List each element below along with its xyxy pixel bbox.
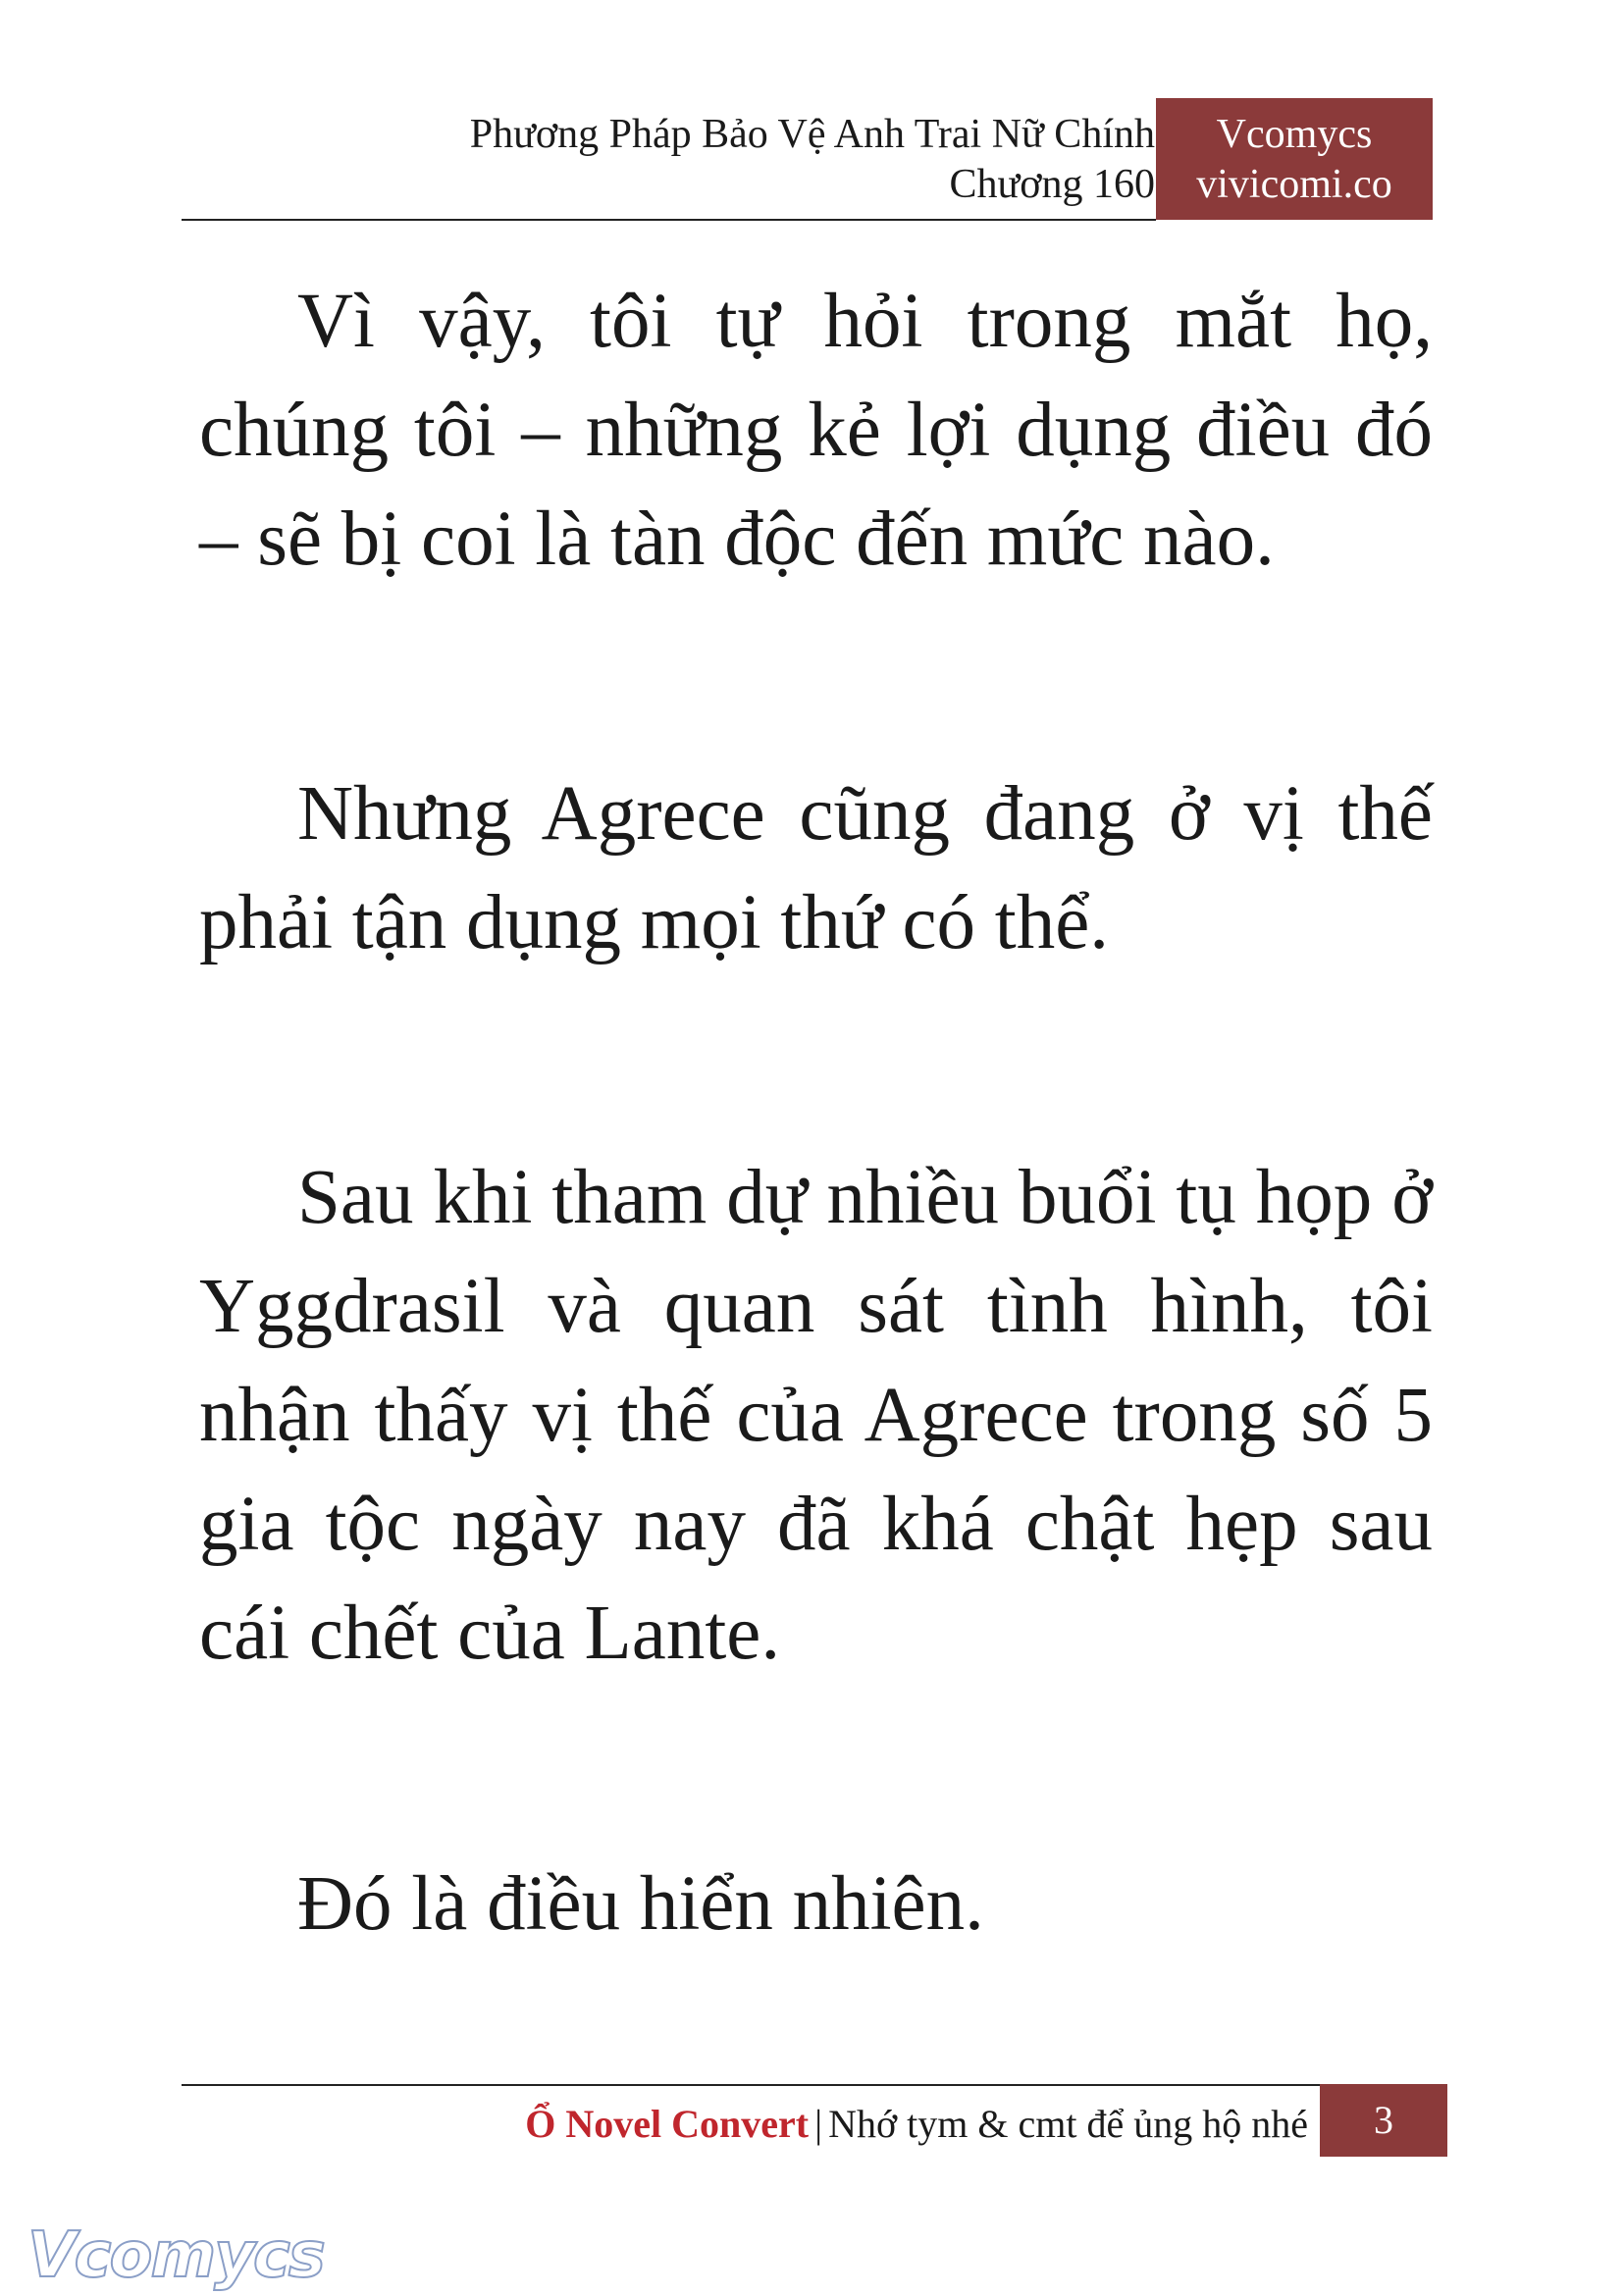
- site-badge: [1156, 98, 1433, 220]
- site-badge-name: Vcomycs: [1216, 112, 1373, 157]
- site-badge-url: vivicomi.co: [1196, 162, 1392, 207]
- page-number: 3: [1320, 2084, 1447, 2157]
- body-paragraph: Vì vậy, tôi tự hỏi trong mắt họ, chúng tôi – những kẻ lợi dụng điều đó – sẽ bị coi là tàn độc đến mức nào.: [199, 279, 1433, 582]
- footer-note: Nhớ tym & cmt để ủng hộ nhé: [828, 2102, 1308, 2146]
- footer-brand: Ổ Novel Convert: [525, 2102, 810, 2146]
- chapter-label: Chương 160: [949, 162, 1155, 207]
- footer-divider: [182, 2084, 1320, 2086]
- body-paragraph: Nhưng Agrece cũng đang ở vị thế phải tận dụng mọi thứ có thể.: [199, 771, 1433, 965]
- body-paragraph: Sau khi tham dự nhiều buổi tụ họp ở Yggdrasil và quan sát tình hình, tôi nhận thấy vị thế của Agrece trong số 5 gia tộc ngày nay đã khá chật hẹp sau cái chết của Lante.: [199, 1155, 1433, 1676]
- footer-separator: |: [814, 2102, 823, 2146]
- watermark-logo: Vcomycs: [27, 2219, 324, 2292]
- body-paragraph: Đó là điều hiển nhiên.: [297, 1861, 984, 1947]
- book-title: Phương Pháp Bảo Vệ Anh Trai Nữ Chính: [469, 112, 1155, 157]
- header-divider: [182, 219, 1156, 221]
- page-header: [470, 110, 1155, 210]
- page-footer: [525, 2100, 1308, 2149]
